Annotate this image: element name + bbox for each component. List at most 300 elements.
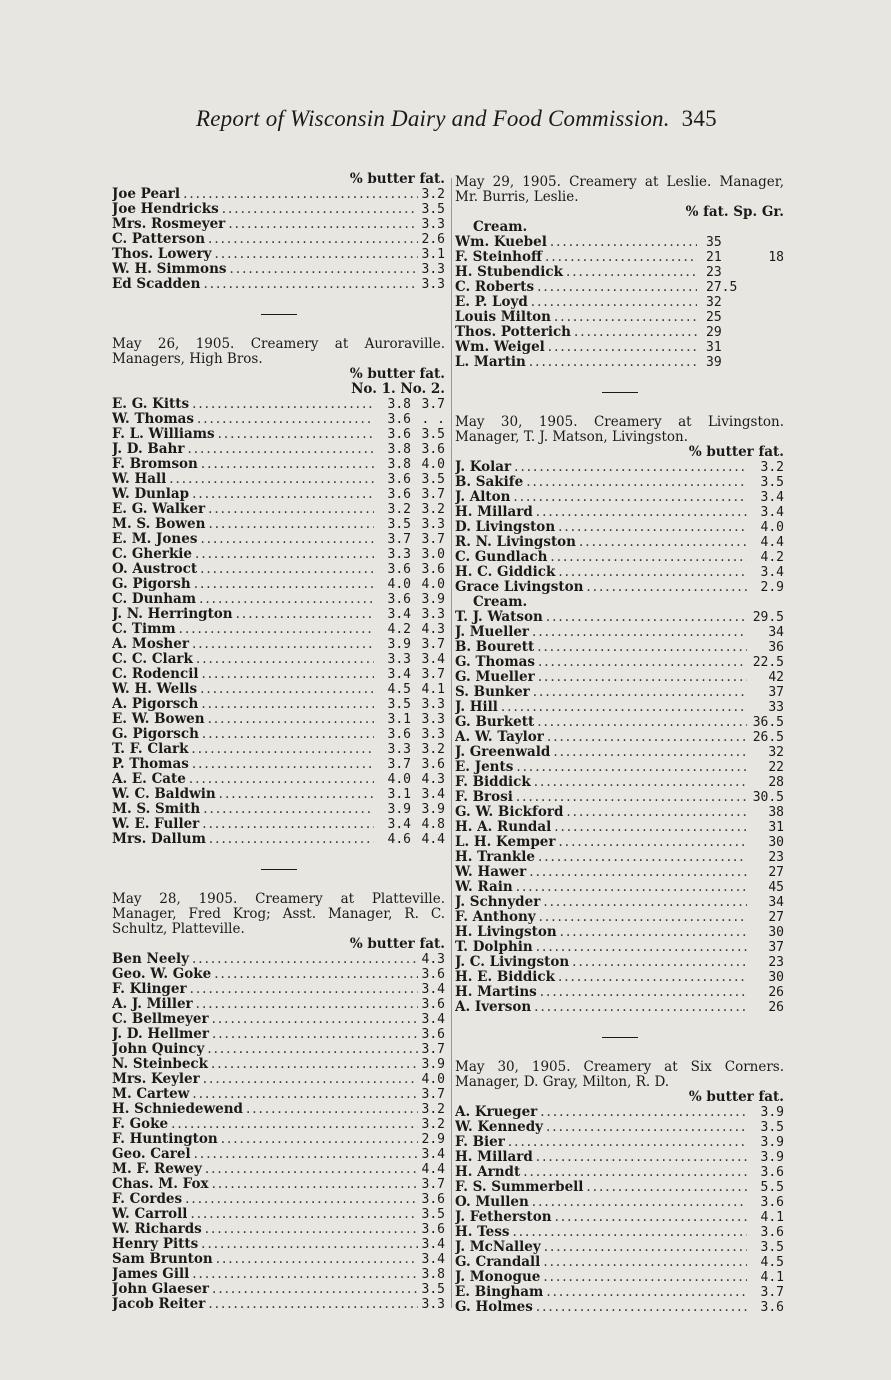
fat-value: 36 bbox=[768, 640, 784, 655]
cream-label: Cream. bbox=[473, 594, 528, 610]
leader-dots bbox=[201, 1237, 418, 1252]
butter-fat-value: 3.6 bbox=[760, 1165, 784, 1180]
leader-dots bbox=[508, 1135, 747, 1150]
leader-dots bbox=[566, 265, 697, 280]
member-name: O. Mullen bbox=[455, 1195, 529, 1210]
member-name: W. Hawer bbox=[455, 865, 527, 880]
table-row bbox=[455, 340, 784, 355]
member-name: J. Schnyder bbox=[455, 895, 541, 910]
leader-dots bbox=[196, 997, 418, 1012]
member-name: H. Arndt bbox=[455, 1165, 521, 1180]
leader-dots bbox=[199, 592, 374, 607]
table-row bbox=[112, 1147, 445, 1162]
table-row bbox=[455, 355, 784, 370]
leader-dots bbox=[560, 925, 747, 940]
leader-dots bbox=[532, 625, 747, 640]
leader-dots bbox=[572, 955, 747, 970]
member-name: A. Krueger bbox=[455, 1105, 538, 1120]
leader-dots bbox=[211, 1057, 418, 1072]
fat-value: 39 bbox=[706, 355, 722, 370]
leader-dots bbox=[179, 622, 374, 637]
leader-dots bbox=[538, 655, 747, 670]
leader-dots bbox=[540, 1105, 747, 1120]
butter-fat-value: 3.4 bbox=[421, 1012, 445, 1027]
section-heading-livingston bbox=[455, 415, 784, 445]
leader-dots bbox=[208, 232, 418, 247]
butter-fat-value: 4.0 bbox=[760, 520, 784, 535]
no1-value: 3.5 bbox=[387, 517, 411, 532]
no2-value: 4.3 bbox=[421, 772, 445, 787]
table-row bbox=[455, 655, 784, 670]
table-row bbox=[112, 1207, 445, 1222]
member-name: T. F. Clark bbox=[112, 742, 189, 757]
table-row bbox=[112, 1027, 445, 1042]
butter-fat-value: 3.4 bbox=[760, 490, 784, 505]
butter-fat-value: 3.5 bbox=[760, 1120, 784, 1135]
no1-value: 4.0 bbox=[387, 772, 411, 787]
member-name: E. P. Loyd bbox=[455, 295, 528, 310]
member-name: Mrs. Keyler bbox=[112, 1072, 200, 1087]
leader-dots bbox=[208, 712, 374, 727]
member-name: W. E. Fuller bbox=[112, 817, 200, 832]
fat-value: 30 bbox=[768, 970, 784, 985]
table-row bbox=[112, 712, 445, 727]
member-name: A. Iverson bbox=[455, 1000, 532, 1015]
member-name: J. D. Bahr bbox=[112, 442, 185, 457]
table-row bbox=[112, 1297, 445, 1312]
unit-label: % butter fat. bbox=[688, 1089, 784, 1105]
leader-dots bbox=[536, 940, 747, 955]
leader-dots bbox=[202, 817, 374, 832]
butter-fat-value: 3.5 bbox=[760, 475, 784, 490]
butter-fat-value: 3.4 bbox=[760, 565, 784, 580]
table-row bbox=[112, 262, 445, 277]
leader-dots bbox=[192, 757, 374, 772]
no2-value: 3.6 bbox=[421, 442, 445, 457]
butter-fat-value: 4.4 bbox=[421, 1162, 445, 1177]
table-row bbox=[455, 895, 784, 910]
member-name: H. Trankle bbox=[455, 850, 535, 865]
butter-fat-value: 3.4 bbox=[421, 1237, 445, 1252]
table-row bbox=[112, 232, 445, 247]
table-row bbox=[455, 1240, 784, 1255]
leader-dots bbox=[194, 1147, 418, 1162]
fat-value: 36.5 bbox=[752, 715, 784, 730]
table-row bbox=[455, 700, 784, 715]
table-row bbox=[455, 490, 784, 505]
table-row bbox=[112, 1237, 445, 1252]
section-rule bbox=[602, 1037, 638, 1038]
member-name: J. Greenwald bbox=[455, 745, 551, 760]
table-row bbox=[455, 685, 784, 700]
member-name: F. L. Williams bbox=[112, 427, 215, 442]
no1-value: 3.8 bbox=[387, 457, 411, 472]
member-name: John Glaeser bbox=[112, 1282, 210, 1297]
leader-dots bbox=[228, 217, 418, 232]
butter-fat-value: 3.4 bbox=[760, 505, 784, 520]
leader-dots bbox=[192, 1087, 418, 1102]
butter-fat-value: 3.3 bbox=[421, 262, 445, 277]
table-row bbox=[455, 1300, 784, 1315]
no1-value: 4.2 bbox=[387, 622, 411, 637]
member-name: G. W. Bickford bbox=[455, 805, 564, 820]
member-name: J. D. Hellmer bbox=[112, 1027, 209, 1042]
leader-dots bbox=[236, 607, 374, 622]
table-row bbox=[455, 745, 784, 760]
table-row bbox=[112, 217, 445, 232]
member-name: Geo. Carel bbox=[112, 1147, 191, 1162]
leader-dots bbox=[208, 502, 374, 517]
leader-dots bbox=[514, 460, 747, 475]
table-row bbox=[455, 715, 784, 730]
table-row bbox=[455, 265, 784, 280]
no2-value: 4.0 bbox=[421, 577, 445, 592]
butter-fat-value: 2.6 bbox=[421, 232, 445, 247]
member-name: W. H. Wells bbox=[112, 682, 198, 697]
table-row bbox=[455, 970, 784, 985]
heading-text: Creamery at Auroraville. Managers, High Bros. bbox=[112, 336, 445, 367]
leader-dots bbox=[566, 805, 747, 820]
fat-value: 23 bbox=[706, 265, 722, 280]
member-name: Ben Neely bbox=[112, 952, 190, 967]
leader-dots bbox=[202, 727, 374, 742]
cream-label: Cream. bbox=[473, 219, 528, 235]
leader-dots bbox=[218, 427, 374, 442]
member-name: C. Gundlach bbox=[455, 550, 548, 565]
member-name: J. Monogue bbox=[455, 1270, 541, 1285]
fat-value: 29 bbox=[706, 325, 722, 340]
no1-value: 4.0 bbox=[387, 577, 411, 592]
member-name: F. Huntington bbox=[112, 1132, 218, 1147]
member-name: H. Martins bbox=[455, 985, 537, 1000]
member-name: F. Biddick bbox=[455, 775, 531, 790]
member-name: O. Austroct bbox=[112, 562, 198, 577]
table-row bbox=[455, 940, 784, 955]
table-row bbox=[112, 757, 445, 772]
table-row bbox=[112, 1162, 445, 1177]
leader-dots bbox=[208, 517, 374, 532]
leader-dots bbox=[222, 202, 418, 217]
butter-fat-value: 3.6 bbox=[760, 1225, 784, 1240]
no2-value: 3.6 bbox=[421, 562, 445, 577]
table-row bbox=[455, 640, 784, 655]
fat-value: 37 bbox=[768, 940, 784, 955]
table-row bbox=[455, 835, 784, 850]
no2-value: 3.9 bbox=[421, 592, 445, 607]
butter-fat-value: 4.4 bbox=[760, 535, 784, 550]
fat-value: 45 bbox=[768, 880, 784, 895]
fat-value: 27.5 bbox=[706, 280, 738, 295]
no2-value: 4.3 bbox=[421, 622, 445, 637]
butter-fat-value: 3.7 bbox=[421, 1042, 445, 1057]
member-name: W. Richards bbox=[112, 1222, 202, 1237]
table-row bbox=[455, 610, 784, 625]
table-row bbox=[112, 652, 445, 667]
table-row bbox=[112, 577, 445, 592]
table-row bbox=[455, 1165, 784, 1180]
member-name: F. Steinhoff bbox=[455, 250, 543, 265]
butter-fat-value: 3.5 bbox=[421, 1207, 445, 1222]
no1-value: 3.8 bbox=[387, 397, 411, 412]
leader-dots bbox=[190, 1207, 418, 1222]
table-row bbox=[455, 1120, 784, 1135]
leader-dots bbox=[212, 1177, 418, 1192]
table-row bbox=[112, 547, 445, 562]
leader-dots bbox=[554, 310, 697, 325]
leader-dots bbox=[203, 1072, 418, 1087]
table-row bbox=[455, 925, 784, 940]
member-name: E. G. Kitts bbox=[112, 397, 190, 412]
no2-value: 3.2 bbox=[421, 502, 445, 517]
section-rule bbox=[261, 869, 297, 870]
leader-dots bbox=[523, 1165, 747, 1180]
member-name: J. Alton bbox=[455, 490, 511, 505]
table-row bbox=[112, 1042, 445, 1057]
member-name: E. G. Walker bbox=[112, 502, 206, 517]
leader-dots bbox=[531, 295, 697, 310]
butter-fat-value: 3.5 bbox=[421, 1282, 445, 1297]
table-row bbox=[455, 760, 784, 775]
member-name: Mrs. Rosmeyer bbox=[112, 217, 226, 232]
leader-dots bbox=[532, 1195, 747, 1210]
no2-value: 3.7 bbox=[421, 637, 445, 652]
member-name: C. Roberts bbox=[455, 280, 535, 295]
leader-dots bbox=[201, 457, 374, 472]
leader-dots bbox=[558, 520, 747, 535]
fat-value: 31 bbox=[706, 340, 722, 355]
leader-dots bbox=[550, 550, 747, 565]
butter-fat-value: 3.3 bbox=[421, 1297, 445, 1312]
table-row bbox=[112, 1282, 445, 1297]
table-row bbox=[455, 730, 784, 745]
member-name: W. Hall bbox=[112, 472, 167, 487]
butter-fat-value: 4.1 bbox=[760, 1210, 784, 1225]
member-name: C. Timm bbox=[112, 622, 176, 637]
table-row bbox=[112, 202, 445, 217]
leader-dots bbox=[548, 340, 697, 355]
leader-dots bbox=[185, 1192, 418, 1207]
no1-value: 3.1 bbox=[387, 712, 411, 727]
heading-date: May 29, 1905. bbox=[455, 174, 561, 190]
member-name: W. Carroll bbox=[112, 1207, 188, 1222]
table-row bbox=[112, 1012, 445, 1027]
leader-dots bbox=[209, 832, 374, 847]
member-name: A. J. Miller bbox=[112, 997, 193, 1012]
table-row bbox=[455, 1210, 784, 1225]
table-row bbox=[455, 280, 784, 295]
leader-dots bbox=[546, 610, 747, 625]
table-row bbox=[455, 1150, 784, 1165]
no2-value: 4.0 bbox=[421, 457, 445, 472]
leader-dots bbox=[547, 730, 747, 745]
table-row bbox=[455, 1270, 784, 1285]
fat-value: 23 bbox=[768, 850, 784, 865]
member-name: D. Livingston bbox=[455, 520, 556, 535]
member-name: W. Kennedy bbox=[455, 1120, 543, 1135]
member-name: John Quincy bbox=[112, 1042, 205, 1057]
member-name: F. Brosi bbox=[455, 790, 513, 805]
butter-fat-value: 3.4 bbox=[421, 1252, 445, 1267]
member-name: H. Millard bbox=[455, 1150, 533, 1165]
fat-value: 34 bbox=[768, 625, 784, 640]
table-row bbox=[112, 592, 445, 607]
table-row bbox=[112, 1087, 445, 1102]
table-row bbox=[112, 532, 445, 547]
heading-text: Creamery at Leslie. Manager, Mr. Burris, Leslie. bbox=[455, 174, 784, 205]
leader-dots bbox=[194, 577, 374, 592]
member-name: B. Sakife bbox=[455, 475, 524, 490]
member-name: A. Mosher bbox=[112, 637, 189, 652]
table-row bbox=[455, 850, 784, 865]
fat-value: 27 bbox=[768, 910, 784, 925]
fat-value: 29.5 bbox=[752, 610, 784, 625]
member-name: H. Stubendick bbox=[455, 265, 563, 280]
leader-dots bbox=[538, 850, 747, 865]
table-row bbox=[455, 460, 784, 475]
leader-dots bbox=[537, 280, 697, 295]
member-name: H. A. Rundal bbox=[455, 820, 552, 835]
member-name: F. Cordes bbox=[112, 1192, 183, 1207]
member-name: F. S. Summerbell bbox=[455, 1180, 584, 1195]
member-name: P. Thomas bbox=[112, 757, 189, 772]
leader-dots bbox=[555, 1210, 747, 1225]
member-name: C. Bellmeyer bbox=[112, 1012, 209, 1027]
table-row bbox=[112, 412, 445, 427]
fat-value: 30.5 bbox=[752, 790, 784, 805]
table-row bbox=[455, 580, 784, 595]
butter-fat-value: 4.1 bbox=[760, 1270, 784, 1285]
butter-fat-value: 2.9 bbox=[760, 580, 784, 595]
butter-fat-value: 3.9 bbox=[421, 1057, 445, 1072]
fat-value: 22.5 bbox=[752, 655, 784, 670]
no2-value: 3.7 bbox=[421, 532, 445, 547]
leader-dots bbox=[192, 1267, 418, 1282]
table-row bbox=[455, 625, 784, 640]
butter-fat-value: 4.2 bbox=[760, 550, 784, 565]
heading-text: Creamery at Livingston. Manager, T. J. Matson, Livingston. bbox=[455, 414, 785, 445]
table-row bbox=[455, 550, 784, 565]
table-row bbox=[112, 1267, 445, 1282]
no1-value: 3.8 bbox=[387, 442, 411, 457]
no1-value: 3.3 bbox=[387, 652, 411, 667]
unit-label: % butter fat. bbox=[349, 936, 445, 952]
column-divider bbox=[451, 178, 452, 1308]
no1-value: 3.7 bbox=[387, 532, 411, 547]
fat-value: 33 bbox=[768, 700, 784, 715]
butter-fat-value: 3.8 bbox=[421, 1267, 445, 1282]
table-row bbox=[112, 487, 445, 502]
butter-fat-value: 3.2 bbox=[421, 187, 445, 202]
no1-value: 3.3 bbox=[387, 547, 411, 562]
no2-value: 3.0 bbox=[421, 547, 445, 562]
no1-value: 3.9 bbox=[387, 802, 411, 817]
no1-value: 3.2 bbox=[387, 502, 411, 517]
table-row bbox=[455, 865, 784, 880]
running-head bbox=[196, 106, 781, 132]
leader-dots bbox=[183, 187, 418, 202]
leader-dots bbox=[537, 715, 747, 730]
butter-fat-value: 3.6 bbox=[421, 997, 445, 1012]
member-name: F. Goke bbox=[112, 1117, 169, 1132]
heading-date: May 30, 1905. bbox=[455, 414, 578, 430]
unit-label: % butter fat. bbox=[349, 171, 445, 187]
member-name: J. Fetherston bbox=[455, 1210, 552, 1225]
table-row bbox=[112, 277, 445, 292]
member-name: Grace Livingston bbox=[455, 580, 584, 595]
table-row bbox=[112, 247, 445, 262]
table-six-corners bbox=[455, 1105, 784, 1315]
section-rule bbox=[602, 392, 638, 393]
leader-dots bbox=[216, 1252, 418, 1267]
table-row bbox=[112, 607, 445, 622]
table-row bbox=[112, 802, 445, 817]
member-name: G. Thomas bbox=[455, 655, 535, 670]
table-row bbox=[455, 1105, 784, 1120]
table-row bbox=[455, 775, 784, 790]
leader-dots bbox=[534, 1000, 747, 1015]
butter-fat-value: 3.7 bbox=[421, 1087, 445, 1102]
heading-text: Creamery at Platteville. Manager, Fred Krog; Asst. Manager, R. C. Schultz, Platteville. bbox=[112, 891, 445, 937]
no2-value: 4.8 bbox=[421, 817, 445, 832]
table-row bbox=[455, 250, 784, 265]
leader-dots bbox=[246, 1102, 418, 1117]
table-row bbox=[112, 457, 445, 472]
leader-dots bbox=[203, 802, 374, 817]
no1-value: 3.6 bbox=[387, 472, 411, 487]
table-row bbox=[112, 727, 445, 742]
leader-dots bbox=[553, 745, 747, 760]
member-name: J. Kolar bbox=[455, 460, 512, 475]
member-name: M. S. Smith bbox=[112, 802, 201, 817]
table-row bbox=[112, 1192, 445, 1207]
member-name: E. Jents bbox=[455, 760, 514, 775]
leader-dots bbox=[212, 1282, 418, 1297]
butter-fat-value: 3.3 bbox=[421, 217, 445, 232]
fat-value: 26 bbox=[768, 985, 784, 1000]
table-row bbox=[112, 787, 445, 802]
member-name: J. Mueller bbox=[455, 625, 530, 640]
no2-value: 3.9 bbox=[421, 802, 445, 817]
butter-fat-value: 3.4 bbox=[421, 1147, 445, 1162]
member-name: A. W. Taylor bbox=[455, 730, 544, 745]
leader-dots bbox=[533, 685, 747, 700]
fat-value: 32 bbox=[768, 745, 784, 760]
member-name: L. Martin bbox=[455, 355, 526, 370]
member-name: E. Bingham bbox=[455, 1285, 544, 1300]
fat-value: 37 bbox=[768, 685, 784, 700]
table-row bbox=[455, 1255, 784, 1270]
table-row bbox=[112, 1102, 445, 1117]
table-row bbox=[112, 1117, 445, 1132]
member-name: Geo. W. Goke bbox=[112, 967, 212, 982]
member-name: Wm. Weigel bbox=[455, 340, 545, 355]
leader-dots bbox=[203, 277, 418, 292]
table-row bbox=[455, 520, 784, 535]
leader-dots bbox=[192, 952, 418, 967]
member-name: C. Rodencil bbox=[112, 667, 199, 682]
table-row bbox=[112, 1222, 445, 1237]
butter-fat-value: 3.9 bbox=[760, 1150, 784, 1165]
member-name: G. Mueller bbox=[455, 670, 535, 685]
leader-dots bbox=[195, 547, 374, 562]
member-name: H. Livingston bbox=[455, 925, 557, 940]
butter-fat-value: 3.6 bbox=[760, 1195, 784, 1210]
fat-value: 31 bbox=[768, 820, 784, 835]
leader-dots bbox=[192, 637, 374, 652]
member-name: C. Patterson bbox=[112, 232, 206, 247]
table-row bbox=[112, 967, 445, 982]
butter-fat-value: 3.6 bbox=[421, 1027, 445, 1042]
